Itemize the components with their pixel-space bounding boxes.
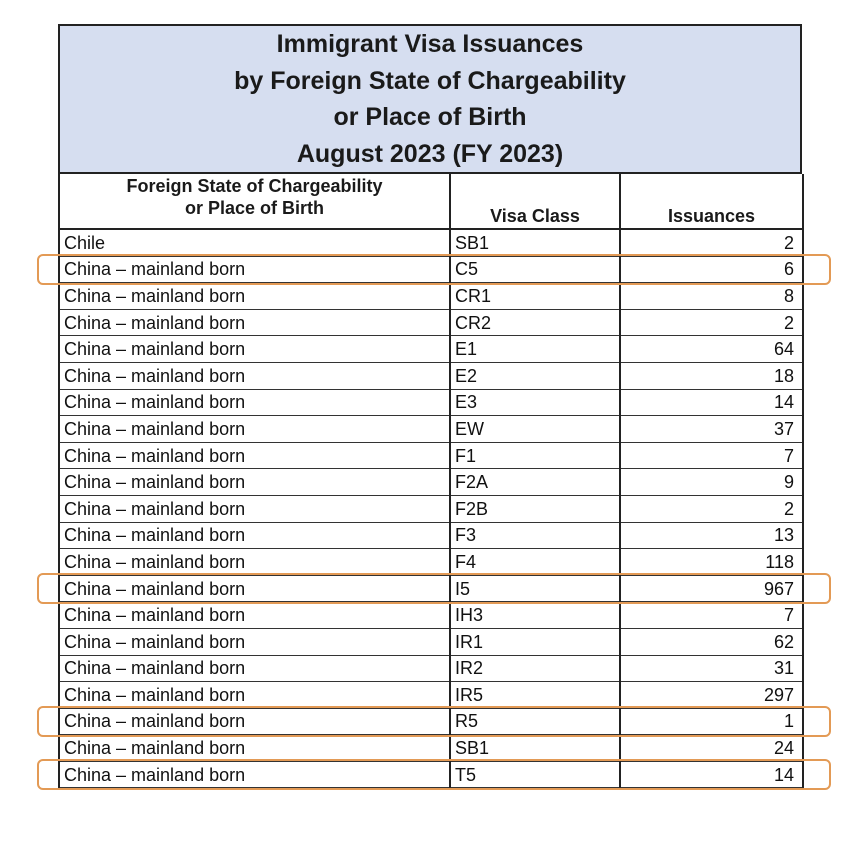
- issuances-cell: 118: [620, 549, 803, 576]
- issuances-cell: 14: [620, 761, 803, 788]
- issuances-cell: 2: [620, 229, 803, 256]
- title-line-1: Immigrant Visa Issuances: [276, 30, 584, 58]
- visa-class-cell: E2: [450, 362, 620, 389]
- issuances-cell: 8: [620, 283, 803, 310]
- table-row: [59, 628, 803, 655]
- state-cell: China – mainland born: [59, 602, 450, 629]
- visa-class-cell: SB1: [450, 735, 620, 762]
- state-cell: China – mainland born: [59, 389, 450, 416]
- state-cell: China – mainland born: [59, 283, 450, 310]
- state-cell: China – mainland born: [59, 628, 450, 655]
- issuances-cell: 7: [620, 602, 803, 629]
- state-cell: China – mainland born: [59, 682, 450, 709]
- table-row: [59, 708, 803, 735]
- visa-class-cell: E1: [450, 336, 620, 363]
- column-header-state-line-1: Foreign State of Chargeability: [126, 176, 383, 196]
- issuance-table: [58, 174, 804, 788]
- state-cell: China – mainland born: [59, 495, 450, 522]
- title-line-2: by Foreign State of Chargeability: [234, 66, 626, 95]
- table-row: [59, 256, 803, 283]
- visa-class-cell: F2A: [450, 469, 620, 496]
- issuances-cell: 13: [620, 522, 803, 549]
- state-cell: China – mainland born: [59, 549, 450, 576]
- state-cell: China – mainland born: [59, 655, 450, 682]
- table-row: [59, 655, 803, 682]
- table-row: [59, 549, 803, 576]
- visa-class-cell: E3: [450, 389, 620, 416]
- state-cell: China – mainland born: [59, 761, 450, 788]
- issuances-cell: 297: [620, 682, 803, 709]
- state-cell: China – mainland born: [59, 256, 450, 283]
- issuances-cell: 14: [620, 389, 803, 416]
- state-cell: China – mainland born: [59, 442, 450, 469]
- state-cell: Chile: [59, 229, 450, 256]
- visa-class-cell: R5: [450, 708, 620, 735]
- column-header-state-line-2: or Place of Birth: [184, 198, 325, 218]
- visa-class-cell: CR2: [450, 309, 620, 336]
- title-line-4: August 2023 (FY 2023): [296, 139, 564, 168]
- issuances-cell: 1: [620, 708, 803, 735]
- column-header-visa-class: Visa Class: [450, 174, 620, 229]
- visa-class-cell: F4: [450, 549, 620, 576]
- issuances-cell: 2: [620, 495, 803, 522]
- table-row: [59, 416, 803, 443]
- table-row: [59, 602, 803, 629]
- table-row: [59, 389, 803, 416]
- visa-class-cell: IH3: [450, 602, 620, 629]
- visa-class-cell: T5: [450, 761, 620, 788]
- table-row: [59, 735, 803, 762]
- visa-class-cell: F1: [450, 442, 620, 469]
- visa-class-cell: IR1: [450, 628, 620, 655]
- visa-class-cell: CR1: [450, 283, 620, 310]
- issuances-cell: 37: [620, 416, 803, 443]
- state-cell: China – mainland born: [59, 575, 450, 602]
- table-header-row: [59, 174, 803, 229]
- table-row: [59, 336, 803, 363]
- table-row: [59, 309, 803, 336]
- issuances-cell: 24: [620, 735, 803, 762]
- issuances-cell: 31: [620, 655, 803, 682]
- table-body: [59, 229, 803, 788]
- table-row: [59, 682, 803, 709]
- table-row: [59, 229, 803, 256]
- visa-class-cell: EW: [450, 416, 620, 443]
- visa-class-cell: IR5: [450, 682, 620, 709]
- table-row: [59, 522, 803, 549]
- issuances-cell: 6: [620, 256, 803, 283]
- visa-class-cell: I5: [450, 575, 620, 602]
- issuances-cell: 2: [620, 309, 803, 336]
- issuances-cell: 9: [620, 469, 803, 496]
- table-row: [59, 442, 803, 469]
- visa-class-cell: F3: [450, 522, 620, 549]
- visa-issuance-document: [58, 24, 802, 788]
- title-block: [58, 24, 802, 174]
- state-cell: China – mainland born: [59, 309, 450, 336]
- column-header-issuances: Issuances: [620, 174, 803, 229]
- state-cell: China – mainland born: [59, 522, 450, 549]
- issuances-cell: 7: [620, 442, 803, 469]
- table-row: [59, 575, 803, 602]
- table-row: [59, 469, 803, 496]
- state-cell: China – mainland born: [59, 362, 450, 389]
- state-cell: China – mainland born: [59, 735, 450, 762]
- title-line-3: or Place of Birth: [333, 103, 527, 131]
- visa-class-cell: C5: [450, 256, 620, 283]
- state-cell: China – mainland born: [59, 336, 450, 363]
- state-cell: China – mainland born: [59, 416, 450, 443]
- visa-class-cell: SB1: [450, 229, 620, 256]
- table-row: [59, 362, 803, 389]
- state-cell: China – mainland born: [59, 708, 450, 735]
- table-row: [59, 761, 803, 788]
- issuances-cell: 64: [620, 336, 803, 363]
- issuances-cell: 967: [620, 575, 803, 602]
- issuances-cell: 18: [620, 362, 803, 389]
- visa-class-cell: IR2: [450, 655, 620, 682]
- table-row: [59, 283, 803, 310]
- visa-class-cell: F2B: [450, 495, 620, 522]
- column-header-state: [59, 174, 450, 229]
- table-row: [59, 495, 803, 522]
- state-cell: China – mainland born: [59, 469, 450, 496]
- issuances-cell: 62: [620, 628, 803, 655]
